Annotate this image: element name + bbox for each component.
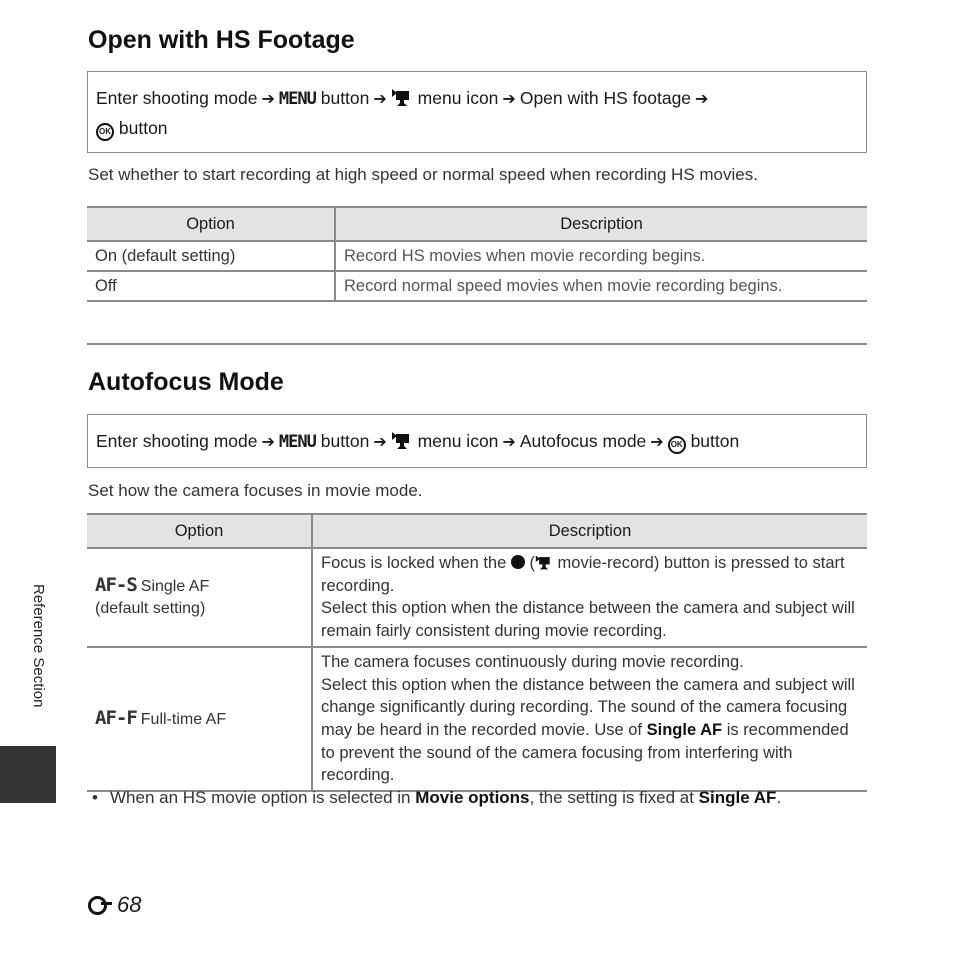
note-bold-text: Movie options [415,788,530,807]
path-step: button [690,431,740,451]
option-label: Full-time AF [140,710,227,728]
arrow-right-icon: ➔ [650,434,664,451]
ok-button-icon: OK [96,123,114,141]
note-text: When an HS movie option is selected in [110,788,411,807]
af-f-icon: AF-F [95,706,137,729]
section-title-autofocus: Autofocus Mode [88,368,284,396]
path-step: Autofocus mode [519,431,647,451]
movie-menu-icon [391,431,413,449]
table-row [87,647,867,791]
description-cell [312,548,867,647]
description-text: ( [529,554,535,572]
description-text: The camera focuses continuously during movie recording. [321,652,744,671]
bullet-dot: • [92,788,98,807]
table-row [87,241,867,271]
section-description: Set whether to start recording at high speed or normal speed when recording HS movies. [88,165,758,184]
path-step: menu icon [417,88,499,108]
page-number [88,892,141,918]
arrow-right-icon: ➔ [261,434,275,451]
description-cell: Record normal speed movies when movie recording begins. [335,271,867,301]
sidebar-section-label: Reference Section [30,584,47,708]
menu-button-icon: MENU [278,89,316,109]
column-header: Option [87,514,312,548]
section-divider [87,343,867,345]
movie-icon [535,554,553,570]
path-step: button [320,88,370,108]
section-title-hs-footage: Open with HS Footage [88,26,355,54]
arrow-right-icon: ➔ [373,91,387,108]
options-table-autofocus [87,513,867,792]
menu-path-box [87,71,867,153]
path-step: button [320,431,370,451]
option-cell [87,548,312,647]
option-cell: On (default setting) [87,241,335,271]
options-table-hs [87,206,867,302]
table-row [87,271,867,301]
arrow-right-icon: ➔ [695,91,709,108]
section-description: Set how the camera focuses in movie mode. [88,481,423,500]
note-bullet [92,788,781,808]
menu-button-icon: MENU [278,432,316,452]
note-text: , the setting is fixed at [529,788,694,807]
path-step: button [118,118,168,138]
option-default-note: (default setting) [95,600,206,618]
movie-menu-icon [391,88,413,106]
path-step: Open with HS footage [519,88,692,108]
arrow-right-icon: ➔ [502,91,516,108]
arrow-right-icon: ➔ [261,91,275,108]
path-step: Enter shooting mode [96,431,258,451]
path-step: Enter shooting mode [96,88,258,108]
description-cell [312,647,867,791]
option-label: Single AF [140,577,210,595]
af-s-icon: AF-S [95,573,137,596]
option-cell: Off [87,271,335,301]
column-header: Option [87,207,335,241]
ok-button-icon: OK [668,436,686,454]
description-text: is recommended to prevent the sound of the camera focusing from interfering with recording. [321,720,849,785]
description-bold-text: Single AF [646,720,723,739]
description-text: Select this option when the distance between the camera and subject will remain fairly consistent during movie recording. [321,599,855,641]
column-header: Description [335,207,867,241]
arrow-right-icon: ➔ [502,434,516,451]
note-text: . [776,788,782,807]
record-dot-icon [511,555,525,569]
note-bold-text: Single AF [698,788,777,807]
description-text: movie-record) button is pressed to start recording. [321,554,845,595]
description-text: Select this option when the distance between the camera and subject will change significantly during recording. The sound of the camera focusing may be heard in the recorded movie. Use of [321,675,855,739]
page-number-text: 68 [117,892,142,917]
sidebar-tab-marker [0,746,56,803]
description-text: Focus is locked when the [321,554,507,572]
description-cell: Record HS movies when movie recording begins. [335,241,867,271]
menu-path-box [87,414,867,468]
path-step: menu icon [417,431,499,451]
table-row [87,548,867,647]
reference-section-icon [88,896,107,915]
arrow-right-icon: ➔ [373,434,387,451]
option-cell [87,647,312,791]
column-header: Description [312,514,867,548]
